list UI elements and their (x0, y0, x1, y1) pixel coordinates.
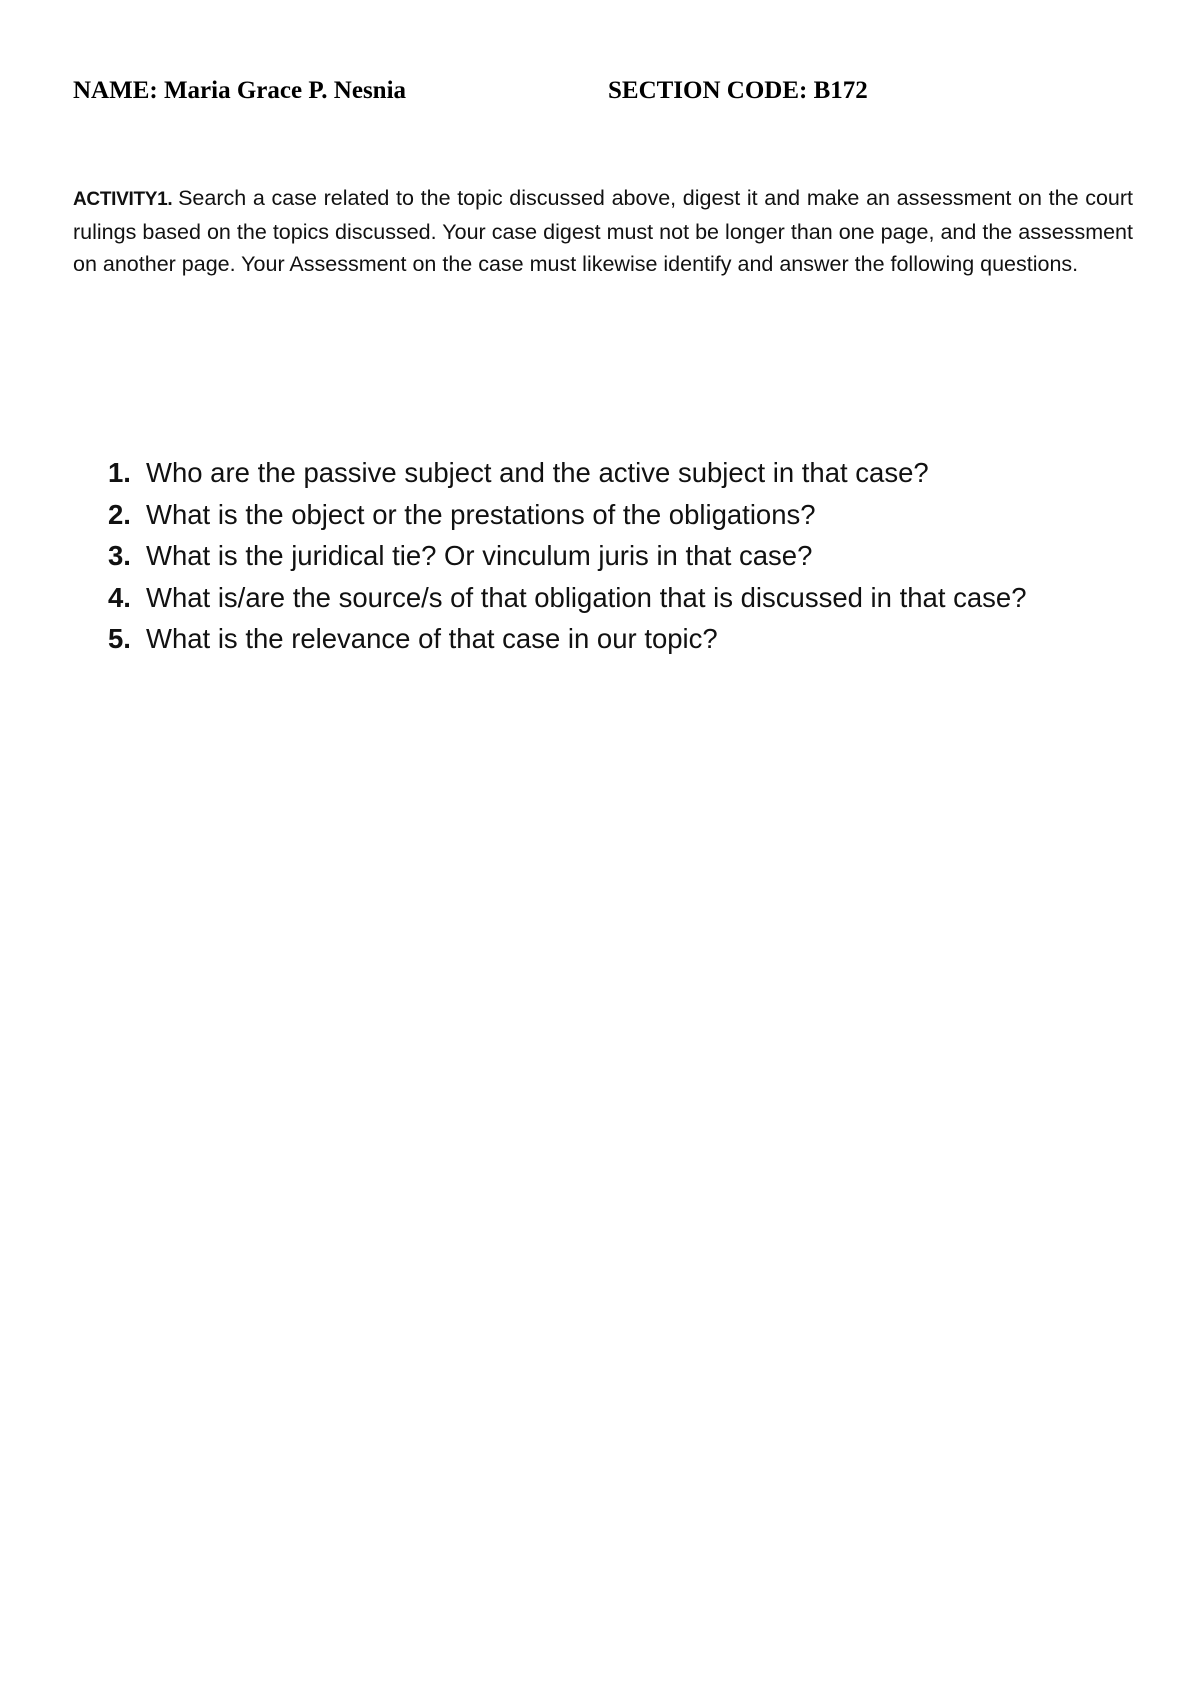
question-item (108, 618, 1133, 660)
question-number: 1. (108, 457, 131, 488)
student-name: NAME: Maria Grace P. Nesnia (73, 77, 407, 104)
question-number: 2. (108, 498, 131, 530)
question-number: 4. (108, 581, 131, 613)
question-item (108, 577, 1133, 619)
question-text: Who are the passive subject and the active subject in that case? (146, 457, 929, 488)
question-item (108, 452, 1133, 494)
activity-label: ACTIVITY1. (73, 189, 179, 210)
header (73, 74, 1133, 108)
question-text: What is the object or the prestations of the obligations? (146, 498, 816, 530)
section-code: SECTION CODE: B172 (608, 77, 868, 104)
question-text: What is the relevance of that case in our topic? (146, 623, 718, 654)
activity-text: Search a case related to the topic discussed above, digest it and make an assessment on the court rulings based on the topics discussed. Your case digest must not be longer than one page, and the assessment on another page. Your Assessment on the case must likewise identify and answer the following questions. (73, 186, 1133, 276)
question-item (108, 494, 1133, 536)
question-text: What is the juridical tie? Or vinculum juris in that case? (146, 540, 813, 571)
question-number: 3. (108, 540, 131, 571)
question-text: What is/are the source/s of that obligation that is discussed in that case? (146, 581, 1027, 613)
question-number: 5. (108, 623, 131, 654)
activity-instructions (73, 182, 1133, 280)
question-list (108, 452, 1133, 660)
question-item (108, 535, 1133, 577)
